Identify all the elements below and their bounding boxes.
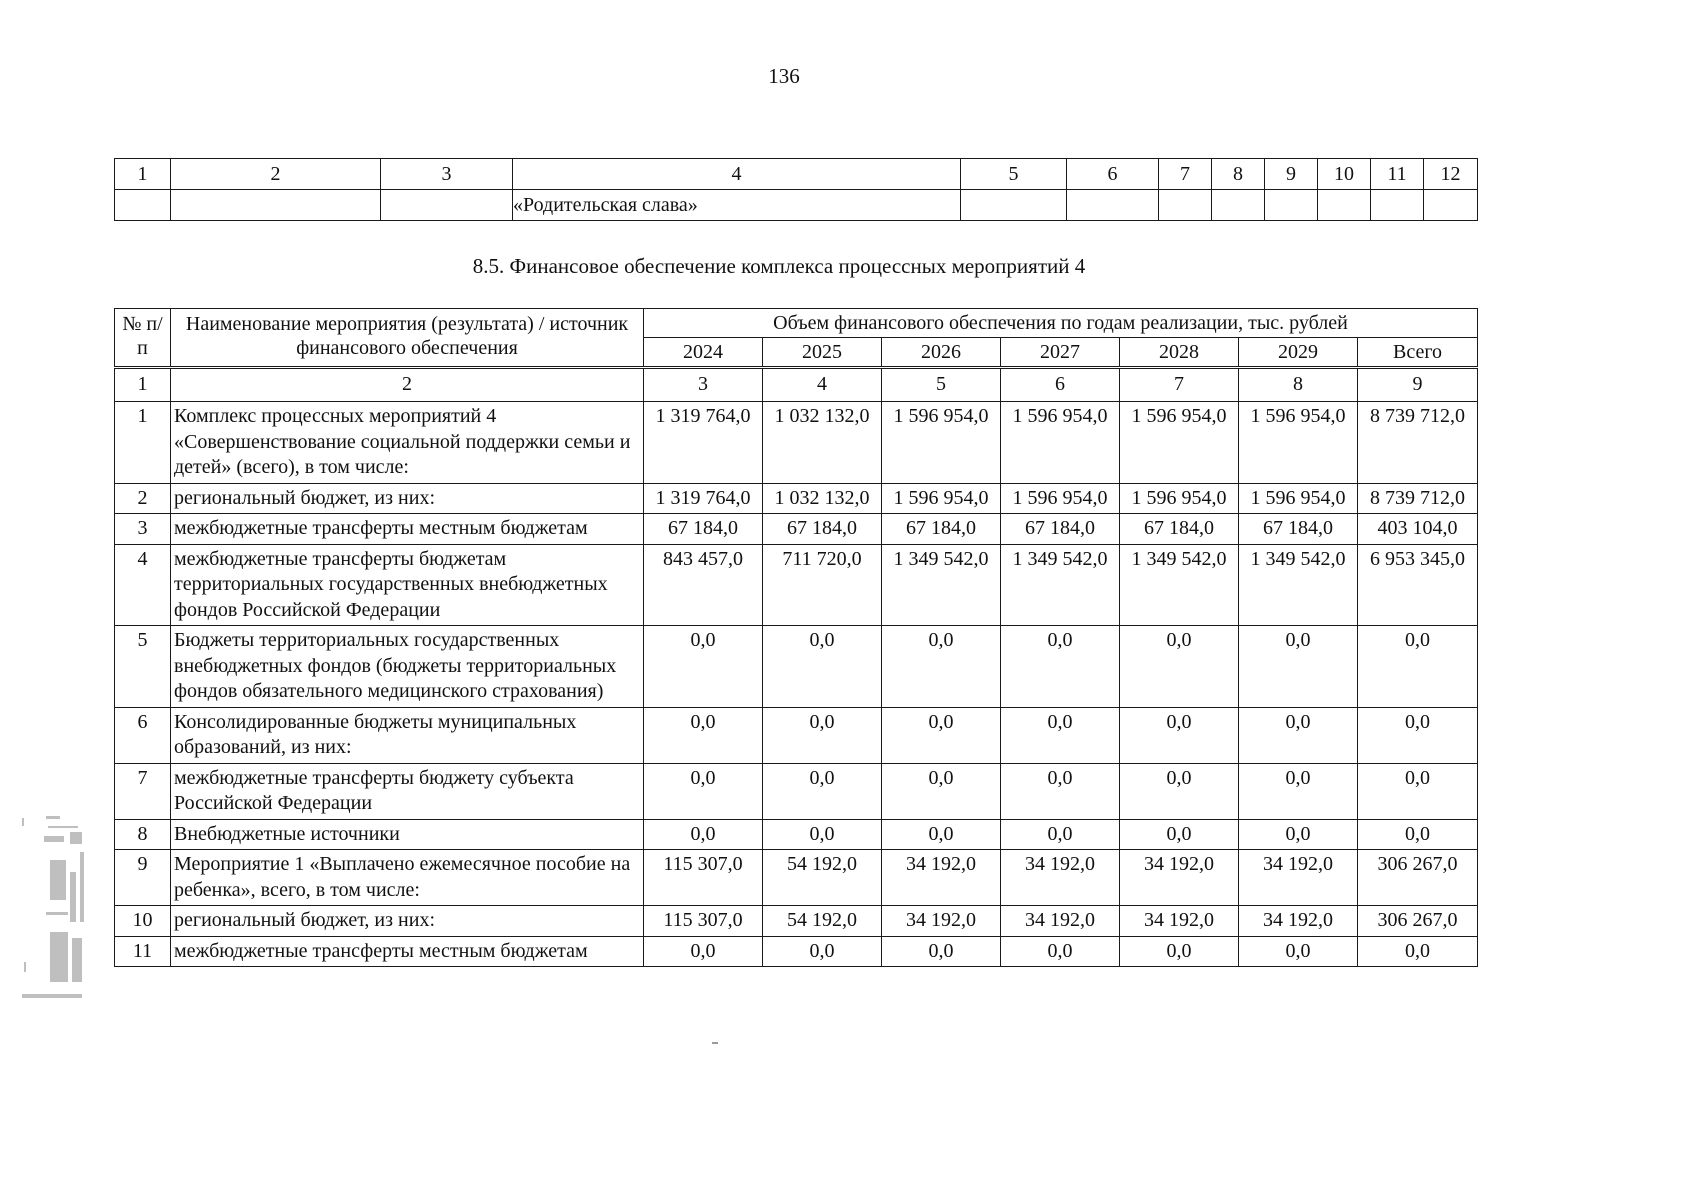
row-year-value: 0,0 bbox=[1239, 626, 1358, 708]
column-number: 8 bbox=[1239, 368, 1358, 402]
row-year-value: 34 192,0 bbox=[1001, 850, 1120, 906]
table-row bbox=[115, 402, 1478, 484]
column-header-year: 2029 bbox=[1239, 338, 1358, 368]
row-year-value: 1 596 954,0 bbox=[882, 402, 1001, 484]
column-number: 9 bbox=[1358, 368, 1478, 402]
column-header-year: 2025 bbox=[763, 338, 882, 368]
scan-artifact bbox=[20, 812, 90, 1012]
row-year-value: 34 192,0 bbox=[882, 850, 1001, 906]
row-year-value: 34 192,0 bbox=[1120, 906, 1239, 937]
table-cell: 3 bbox=[381, 159, 513, 190]
table-row bbox=[115, 936, 1478, 967]
row-name: региональный бюджет, из них: bbox=[171, 906, 644, 937]
row-year-value: 0,0 bbox=[644, 819, 763, 850]
row-year-value: 1 349 542,0 bbox=[1239, 544, 1358, 626]
table-row bbox=[115, 626, 1478, 708]
row-year-value: 0,0 bbox=[644, 936, 763, 967]
table-row bbox=[115, 483, 1478, 514]
row-year-value: 0,0 bbox=[1120, 626, 1239, 708]
row-year-value: 0,0 bbox=[763, 819, 882, 850]
row-year-value: 1 032 132,0 bbox=[763, 402, 882, 484]
row-number: 7 bbox=[115, 763, 171, 819]
continuation-header-row bbox=[115, 159, 1478, 190]
row-number: 6 bbox=[115, 707, 171, 763]
table-row bbox=[115, 544, 1478, 626]
table-cell: 4 bbox=[513, 159, 961, 190]
row-year-value: 0,0 bbox=[1239, 763, 1358, 819]
row-year-value: 0,0 bbox=[882, 626, 1001, 708]
row-year-value: 0,0 bbox=[1001, 819, 1120, 850]
row-year-value: 54 192,0 bbox=[763, 906, 882, 937]
row-year-value: 1 596 954,0 bbox=[1239, 402, 1358, 484]
table-cell bbox=[1424, 190, 1478, 221]
row-name: Мероприятие 1 «Выплачено ежемесячное пособие на ребенка», всего, в том числе: bbox=[171, 850, 644, 906]
row-year-value: 67 184,0 bbox=[1120, 514, 1239, 545]
continuation-data-row bbox=[115, 190, 1478, 221]
table-cell: «Родительская слава» bbox=[513, 190, 961, 221]
row-year-value: 67 184,0 bbox=[644, 514, 763, 545]
table-cell: 6 bbox=[1067, 159, 1159, 190]
column-number-row bbox=[115, 368, 1478, 402]
column-number: 1 bbox=[115, 368, 171, 402]
row-year-value: 1 596 954,0 bbox=[882, 483, 1001, 514]
row-year-value: 1 319 764,0 bbox=[644, 402, 763, 484]
row-total-value: 306 267,0 bbox=[1358, 906, 1478, 937]
row-number: 1 bbox=[115, 402, 171, 484]
row-total-value: 8 739 712,0 bbox=[1358, 483, 1478, 514]
row-name: Консолидированные бюджеты муниципальных образований, из них: bbox=[171, 707, 644, 763]
column-number: 7 bbox=[1120, 368, 1239, 402]
row-year-value: 1 596 954,0 bbox=[1239, 483, 1358, 514]
table-cell: 7 bbox=[1159, 159, 1212, 190]
row-year-value: 0,0 bbox=[763, 626, 882, 708]
row-year-value: 0,0 bbox=[882, 819, 1001, 850]
table-cell: 10 bbox=[1318, 159, 1371, 190]
column-number: 3 bbox=[644, 368, 763, 402]
row-number: 8 bbox=[115, 819, 171, 850]
row-name: межбюджетные трансферты бюджетам территориальных государственных внебюджетных фондов Российской Федерации bbox=[171, 544, 644, 626]
page-number: 136 bbox=[768, 64, 800, 88]
row-year-value: 1 349 542,0 bbox=[1001, 544, 1120, 626]
table-row bbox=[115, 850, 1478, 906]
table-row bbox=[115, 707, 1478, 763]
row-total-value: 0,0 bbox=[1358, 763, 1478, 819]
row-name: Внебюджетные источники bbox=[171, 819, 644, 850]
row-year-value: 0,0 bbox=[882, 763, 1001, 819]
row-total-value: 8 739 712,0 bbox=[1358, 402, 1478, 484]
row-year-value: 0,0 bbox=[882, 936, 1001, 967]
table-cell bbox=[1318, 190, 1371, 221]
table-row bbox=[115, 514, 1478, 545]
row-year-value: 1 349 542,0 bbox=[882, 544, 1001, 626]
row-number: 2 bbox=[115, 483, 171, 514]
row-year-value: 0,0 bbox=[1001, 626, 1120, 708]
table-header-row bbox=[115, 309, 1478, 338]
row-name: межбюджетные трансферты местным бюджетам bbox=[171, 514, 644, 545]
row-year-value: 34 192,0 bbox=[1120, 850, 1239, 906]
row-year-value: 67 184,0 bbox=[1001, 514, 1120, 545]
row-year-value: 0,0 bbox=[644, 763, 763, 819]
section-title: 8.5. Финансовое обеспечение комплекса процессных мероприятий 4 bbox=[472, 254, 1086, 278]
row-year-value: 0,0 bbox=[1120, 819, 1239, 850]
row-year-value: 0,0 bbox=[1120, 763, 1239, 819]
row-year-value: 1 032 132,0 bbox=[763, 483, 882, 514]
row-year-value: 843 457,0 bbox=[644, 544, 763, 626]
column-number: 5 bbox=[882, 368, 1001, 402]
table-cell: 11 bbox=[1371, 159, 1424, 190]
column-header-year: 2027 bbox=[1001, 338, 1120, 368]
column-header-year: 2026 bbox=[882, 338, 1001, 368]
row-year-value: 34 192,0 bbox=[1239, 850, 1358, 906]
row-year-value: 0,0 bbox=[1120, 707, 1239, 763]
row-year-value: 0,0 bbox=[1001, 707, 1120, 763]
table-cell bbox=[1371, 190, 1424, 221]
row-year-value: 1 596 954,0 bbox=[1120, 402, 1239, 484]
row-year-value: 711 720,0 bbox=[763, 544, 882, 626]
scan-dot bbox=[712, 1042, 718, 1044]
financial-table bbox=[114, 308, 1478, 967]
row-number: 11 bbox=[115, 936, 171, 967]
row-total-value: 403 104,0 bbox=[1358, 514, 1478, 545]
row-total-value: 0,0 bbox=[1358, 936, 1478, 967]
table-cell bbox=[381, 190, 513, 221]
column-header-number: № п/п bbox=[115, 309, 171, 368]
table-cell bbox=[1159, 190, 1212, 221]
row-year-value: 34 192,0 bbox=[1001, 906, 1120, 937]
table-row bbox=[115, 906, 1478, 937]
column-group-header: Объем финансового обеспечения по годам реализации, тыс. рублей bbox=[644, 309, 1478, 338]
column-header-name: Наименование мероприятия (результата) / источник финансового обеспечения bbox=[171, 309, 644, 368]
row-total-value: 306 267,0 bbox=[1358, 850, 1478, 906]
row-year-value: 0,0 bbox=[882, 707, 1001, 763]
table-cell: 8 bbox=[1212, 159, 1265, 190]
row-year-value: 0,0 bbox=[763, 707, 882, 763]
table-cell bbox=[1212, 190, 1265, 221]
row-year-value: 0,0 bbox=[1239, 819, 1358, 850]
column-header-year: 2028 bbox=[1120, 338, 1239, 368]
row-year-value: 67 184,0 bbox=[763, 514, 882, 545]
row-number: 10 bbox=[115, 906, 171, 937]
row-year-value: 1 596 954,0 bbox=[1001, 402, 1120, 484]
row-total-value: 0,0 bbox=[1358, 819, 1478, 850]
row-number: 5 bbox=[115, 626, 171, 708]
row-year-value: 1 319 764,0 bbox=[644, 483, 763, 514]
table-cell: 12 bbox=[1424, 159, 1478, 190]
row-name: межбюджетные трансферты местным бюджетам bbox=[171, 936, 644, 967]
row-number: 9 bbox=[115, 850, 171, 906]
row-name: Комплекс процессных мероприятий 4 «Совершенствование социальной поддержки семьи и детей» (всего), в том числе: bbox=[171, 402, 644, 484]
row-year-value: 1 596 954,0 bbox=[1120, 483, 1239, 514]
table-cell: 2 bbox=[171, 159, 381, 190]
table-row bbox=[115, 819, 1478, 850]
row-year-value: 0,0 bbox=[1239, 936, 1358, 967]
table-cell bbox=[171, 190, 381, 221]
row-year-value: 0,0 bbox=[763, 936, 882, 967]
row-total-value: 6 953 345,0 bbox=[1358, 544, 1478, 626]
row-year-value: 1 596 954,0 bbox=[1001, 483, 1120, 514]
row-year-value: 115 307,0 bbox=[644, 850, 763, 906]
row-total-value: 0,0 bbox=[1358, 626, 1478, 708]
table-cell bbox=[1067, 190, 1159, 221]
table-cell bbox=[961, 190, 1067, 221]
row-name: межбюджетные трансферты бюджету субъекта Российской Федерации bbox=[171, 763, 644, 819]
row-year-value: 0,0 bbox=[644, 626, 763, 708]
row-year-value: 0,0 bbox=[1001, 763, 1120, 819]
column-number: 4 bbox=[763, 368, 882, 402]
column-number: 2 bbox=[171, 368, 644, 402]
row-year-value: 54 192,0 bbox=[763, 850, 882, 906]
column-header-total: Всего bbox=[1358, 338, 1478, 368]
row-year-value: 67 184,0 bbox=[1239, 514, 1358, 545]
table-cell: 1 bbox=[115, 159, 171, 190]
continuation-table bbox=[114, 158, 1478, 221]
row-year-value: 0,0 bbox=[1120, 936, 1239, 967]
row-number: 3 bbox=[115, 514, 171, 545]
table-row bbox=[115, 763, 1478, 819]
row-year-value: 0,0 bbox=[1001, 936, 1120, 967]
row-year-value: 0,0 bbox=[1239, 707, 1358, 763]
row-total-value: 0,0 bbox=[1358, 707, 1478, 763]
table-cell: 5 bbox=[961, 159, 1067, 190]
row-name: региональный бюджет, из них: bbox=[171, 483, 644, 514]
table-cell: 9 bbox=[1265, 159, 1318, 190]
row-year-value: 115 307,0 bbox=[644, 906, 763, 937]
column-number: 6 bbox=[1001, 368, 1120, 402]
row-year-value: 67 184,0 bbox=[882, 514, 1001, 545]
row-number: 4 bbox=[115, 544, 171, 626]
column-header-year: 2024 bbox=[644, 338, 763, 368]
row-year-value: 34 192,0 bbox=[882, 906, 1001, 937]
row-year-value: 0,0 bbox=[763, 763, 882, 819]
row-year-value: 1 349 542,0 bbox=[1120, 544, 1239, 626]
table-cell bbox=[115, 190, 171, 221]
row-year-value: 34 192,0 bbox=[1239, 906, 1358, 937]
table-cell bbox=[1265, 190, 1318, 221]
row-year-value: 0,0 bbox=[644, 707, 763, 763]
row-name: Бюджеты территориальных государственных внебюджетных фондов (бюджеты территориальных фондов обязательного медицинского страхования) bbox=[171, 626, 644, 708]
